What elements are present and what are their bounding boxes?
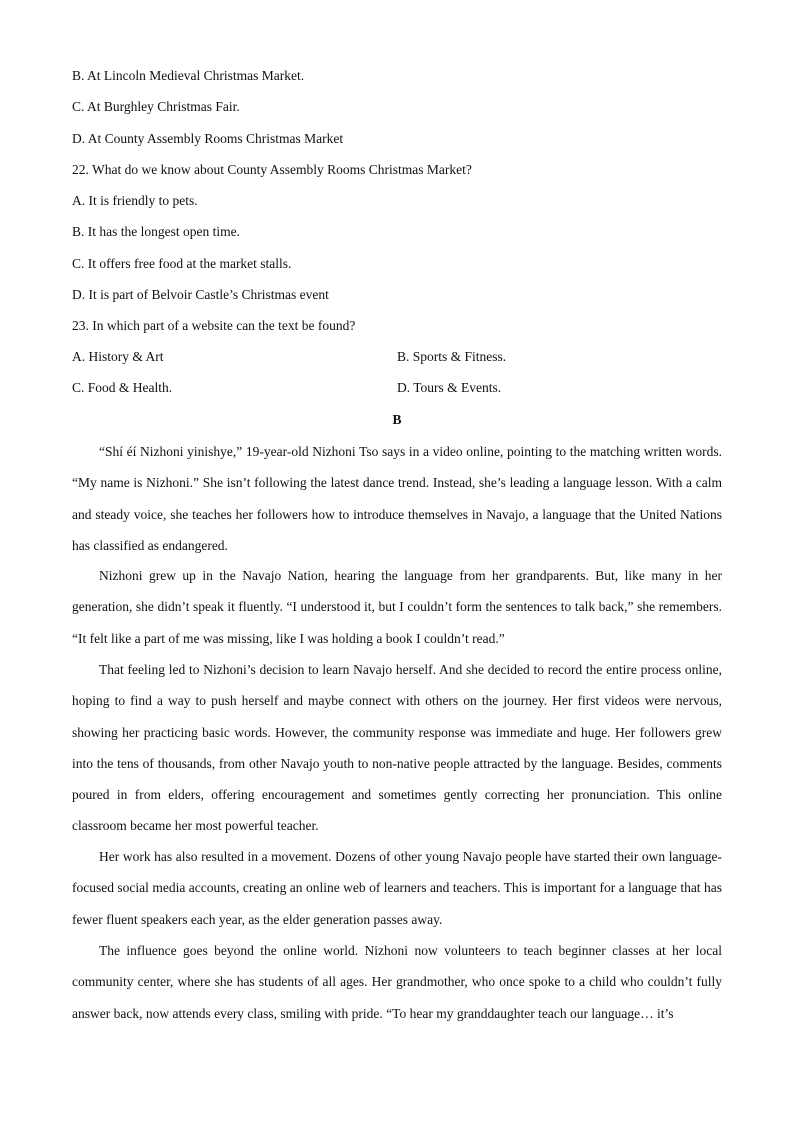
passage-paragraph-4: Her work has also resulted in a movement. Dozens of other young Navajo people have started their own language-focused social media accounts, creating an online web of learners and teachers. This is important for a language that has fewer fluent speakers each year, as the elder generation passes away. [72,849,722,927]
q22-option-c: C. It offers free food at the market stalls. [72,256,292,271]
q22-question: 22. What do we know about County Assembly Rooms Christmas Market? [72,162,472,177]
q23-option-c: C. Food & Health. [72,380,173,395]
q22-option-a: A. It is friendly to pets. [72,193,198,208]
q23-option-a: A. History & Art [72,349,164,364]
passage-paragraph-1: “Shí éí Nizhoni yinishye,” 19-year-old Nizhoni Tso says in a video online, pointing to the matching written words. “My name is Nizhoni.” She isn’t following the latest dance trend. Instead, she’s leading a language lesson. With a calm and steady voice, she teaches her followers how to introduce themselves in Navajo, a language that the United Nations has classified as endangered. [72,444,722,553]
passage-paragraph-5: The influence goes beyond the online world. Nizhoni now volunteers to teach beginner classes at her local community center, where she has students of all ages. Her grandmother, who once spoke to a child who couldn’t fully answer back, now attends every class, smiling with pride. “To hear my granddaughter teach our language… it’s [72,943,722,1021]
q23-option-b: B. Sports & Fitness. [397,349,507,364]
q23-question: 23. In which part of a website can the text be found? [72,318,356,333]
q23-option-d: D. Tours & Events. [397,380,502,395]
q22-option-b: B. It has the longest open time. [72,224,240,239]
q22-option-d: D. It is part of Belvoir Castle’s Christmas event [72,287,329,302]
q21-option-d: D. At County Assembly Rooms Christmas Market [72,131,344,146]
section-heading: B [392,412,402,427]
q21-option-b: B. At Lincoln Medieval Christmas Market. [72,68,305,83]
passage-paragraph-2: Nizhoni grew up in the Navajo Nation, hearing the language from her grandparents. But, like many in her generation, she didn’t speak it fluently. “I understood it, but I couldn’t form the sentences to talk back,” she remembers. “It felt like a part of me was missing, like I was holding a book I couldn’t read.” [72,568,722,646]
passage-paragraph-3: That feeling led to Nizhoni’s decision to learn Navajo herself. And she decided to record the entire process online, hoping to find a way to push herself and maybe connect with others on the journey. Her first videos were nervous, showing her practicing basic words. However, the community response was immediate and huge. Her followers grew into the tens of thousands, from other Navajo youth to non-native people attracted by the language. Besides, comments poured in from elders, offering encouragement and sometimes gently correcting her pronunciation. This online classroom became her most powerful teacher. [72,662,722,834]
q21-option-c: C. At Burghley Christmas Fair. [72,99,240,114]
